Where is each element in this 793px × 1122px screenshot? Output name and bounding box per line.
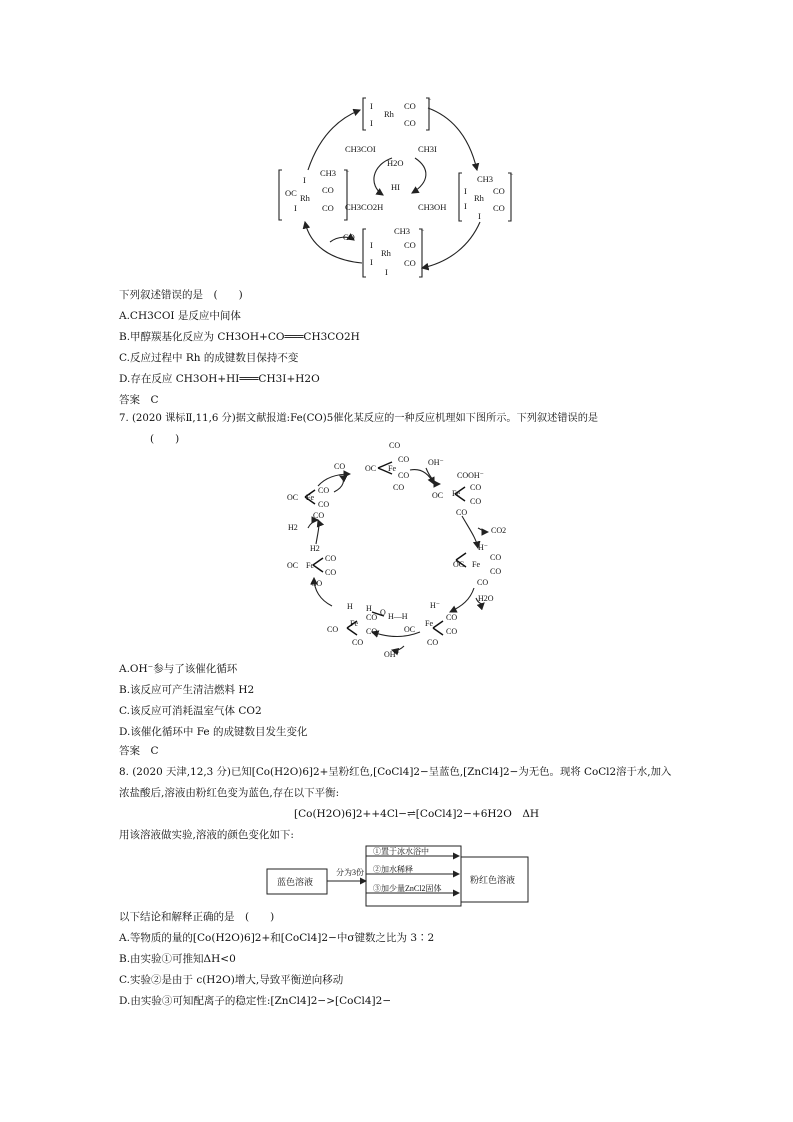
q8-option-d: D.由实验③可知配离子的稳定性:[ZnCl4]2−>[CoCl4]2− — [119, 995, 392, 1007]
q7-option-b: B.该反应可产生清洁燃料 H2 — [119, 684, 255, 696]
svg-text:CO: CO — [318, 486, 330, 495]
svg-text:CO: CO — [404, 240, 416, 250]
svg-text:OC: OC — [287, 561, 299, 570]
svg-text:I: I — [464, 186, 467, 196]
flow-step-3: ③加少量ZnCl2固体 — [373, 884, 442, 893]
ch3oh-label: CH3OH — [418, 202, 447, 212]
svg-text:OC: OC — [287, 493, 299, 502]
top-CO-lower: CO — [404, 118, 416, 128]
svg-text:CO: CO — [366, 613, 378, 622]
svg-text:Fe: Fe — [425, 619, 433, 628]
flow-step-1: ①置于冰水浴中 — [373, 847, 429, 856]
svg-text:OC: OC — [285, 188, 297, 198]
q8-stem-line2: 浓盐酸后,溶液由粉红色变为蓝色,存在以下平衡: — [119, 787, 340, 799]
svg-text:Rh: Rh — [300, 193, 310, 203]
svg-text:Fe: Fe — [306, 561, 314, 570]
svg-text:CO: CO — [389, 441, 401, 450]
svg-text:CO: CO — [318, 500, 330, 509]
svg-text:CO: CO — [334, 462, 346, 471]
svg-text:OC: OC — [432, 491, 444, 500]
q6-option-a: A.CH3COI 是反应中间体 — [119, 310, 241, 322]
top-I-lower: I — [370, 118, 373, 128]
svg-text:I: I — [370, 240, 373, 250]
q8-option-a: A.等物质的量的[Co(H2O)6]2+和[CoCl4]2−中σ键数之比为 3∶2 — [119, 932, 435, 944]
svg-text:I: I — [385, 267, 388, 277]
ch3co2h-label: CH3CO2H — [345, 202, 384, 212]
q8-option-b: B.由实验①可推知ΔH<0 — [119, 953, 236, 965]
svg-text:CO: CO — [493, 203, 505, 213]
svg-text:Fe: Fe — [452, 489, 460, 498]
svg-text:OH⁻: OH⁻ — [428, 458, 444, 467]
q8-stem-line1: 8. (2020 天津,12,3 分)已知[Co(H2O)6]2+呈粉红色,[CoCl4]2−呈蓝色,[ZnCl4]2−为无色。现将 CoCl2溶于水,加入 — [119, 766, 672, 778]
q7-answer: 答案 C — [119, 745, 159, 757]
svg-text:−: − — [346, 169, 350, 175]
svg-text:Fe: Fe — [388, 464, 396, 473]
q6-stem: 下列叙述错误的是 ( ) — [119, 289, 243, 301]
h2o-label: H2O — [387, 158, 404, 168]
svg-text:I: I — [478, 211, 481, 221]
svg-text:OC: OC — [404, 625, 416, 634]
flow-split: 分为3份 — [336, 868, 364, 877]
svg-text:CO: CO — [490, 553, 502, 562]
svg-text:H2: H2 — [310, 544, 320, 553]
svg-text:CO: CO — [398, 455, 410, 464]
hi-label: HI — [391, 182, 400, 192]
svg-text:CH3: CH3 — [477, 174, 494, 184]
svg-text:H2O: H2O — [478, 594, 494, 603]
svg-text:CO: CO — [398, 471, 410, 480]
svg-text:CO2: CO2 — [491, 526, 507, 535]
svg-text:CO: CO — [311, 579, 323, 588]
q8-lead: 用该溶液做实验,溶液的颜色变化如下: — [119, 829, 294, 841]
svg-text:CO: CO — [493, 186, 505, 196]
top-CO-upper: CO — [404, 101, 416, 111]
q7-option-c: C.该反应可消耗温室气体 CO2 — [119, 705, 262, 717]
svg-text:Rh: Rh — [474, 193, 484, 203]
svg-text:CO: CO — [470, 497, 482, 506]
q8-question: 以下结论和解释正确的是 ( ) — [119, 911, 275, 923]
svg-text:CO: CO — [446, 613, 458, 622]
svg-text:I: I — [370, 257, 373, 267]
q8-equilibrium: [Co(H2O)6]2++4Cl−⇌[CoCl4]2−+6H2O ΔH — [294, 808, 540, 820]
svg-text:CO: CO — [325, 554, 337, 563]
q7-option-d: D.该催化循环中 Fe 的成键数目发生变化 — [119, 726, 308, 738]
svg-text:CO: CO — [470, 483, 482, 492]
svg-text:OH⁻: OH⁻ — [384, 650, 400, 659]
svg-text:CH3: CH3 — [320, 168, 337, 178]
svg-text:I: I — [303, 175, 306, 185]
co-reagent-label: CO — [343, 232, 355, 242]
q7-option-a: A.OH⁻参与了该催化循环 — [119, 663, 238, 675]
svg-text:H⁻: H⁻ — [478, 543, 488, 552]
svg-text:CO: CO — [393, 483, 405, 492]
q6-option-c: C.反应过程中 Rh 的成键数目保持不变 — [119, 352, 299, 364]
svg-text:−: − — [421, 228, 425, 234]
q7-stem: 7. (2020 课标Ⅱ,11,6 分)据文献报道:Fe(CO)5催化某反应的一种反应机理如下图所示。下列叙述错误的是 — [119, 413, 599, 424]
svg-text:O: O — [380, 608, 386, 617]
svg-text:CO: CO — [427, 638, 439, 647]
flow-start: 蓝色溶液 — [277, 877, 314, 887]
svg-text:I: I — [464, 201, 467, 211]
svg-text:CO: CO — [325, 568, 337, 577]
q6-option-b: B.甲醇羰基化反应为 CH3OH+CO═══CH3CO2H — [119, 331, 360, 343]
flow-step-2: ②加水稀释 — [373, 865, 413, 874]
svg-text:H: H — [366, 604, 372, 613]
top-I-upper: I — [370, 101, 373, 111]
svg-text:CO: CO — [322, 203, 334, 213]
svg-text:CO: CO — [404, 258, 416, 268]
svg-text:H: H — [347, 602, 353, 611]
svg-text:CO: CO — [313, 511, 325, 520]
q6-answer: 答案 C — [119, 394, 159, 406]
flow-end: 粉红色溶液 — [470, 875, 516, 885]
q8-option-c: C.实验②是由于 c(H2O)增大,导致平衡逆向移动 — [119, 974, 344, 986]
svg-text:H—H: H—H — [388, 612, 408, 621]
svg-text:I: I — [294, 203, 297, 213]
svg-text:CO: CO — [352, 638, 364, 647]
svg-text:Fe: Fe — [306, 493, 314, 502]
q6-option-d: D.存在反应 CH3OH+HI═══CH3I+H2O — [119, 373, 320, 385]
svg-text:OC: OC — [453, 560, 465, 569]
svg-text:CO: CO — [446, 627, 458, 636]
svg-text:−: − — [510, 172, 514, 178]
ch3coi-label: CH3COI — [345, 144, 376, 154]
svg-text:CO: CO — [477, 578, 489, 587]
svg-text:−: − — [428, 97, 432, 103]
svg-text:OC: OC — [365, 464, 377, 473]
svg-text:COOH⁻: COOH⁻ — [457, 471, 484, 480]
svg-text:CO: CO — [366, 627, 378, 636]
top-Rh: Rh — [384, 109, 394, 119]
svg-text:CO: CO — [456, 508, 468, 517]
svg-text:CH3: CH3 — [394, 226, 411, 236]
svg-text:CO: CO — [327, 625, 339, 634]
ch3i-label: CH3I — [418, 144, 437, 154]
svg-text:Fe: Fe — [472, 560, 480, 569]
svg-text:H2: H2 — [288, 523, 298, 532]
svg-text:Rh: Rh — [381, 248, 391, 258]
svg-text:H⁻: H⁻ — [430, 601, 440, 610]
q7-stem-bracket: ( ) — [150, 433, 180, 445]
svg-text:CO: CO — [490, 567, 502, 576]
svg-text:CO: CO — [322, 185, 334, 195]
svg-text:Fe: Fe — [350, 619, 358, 628]
